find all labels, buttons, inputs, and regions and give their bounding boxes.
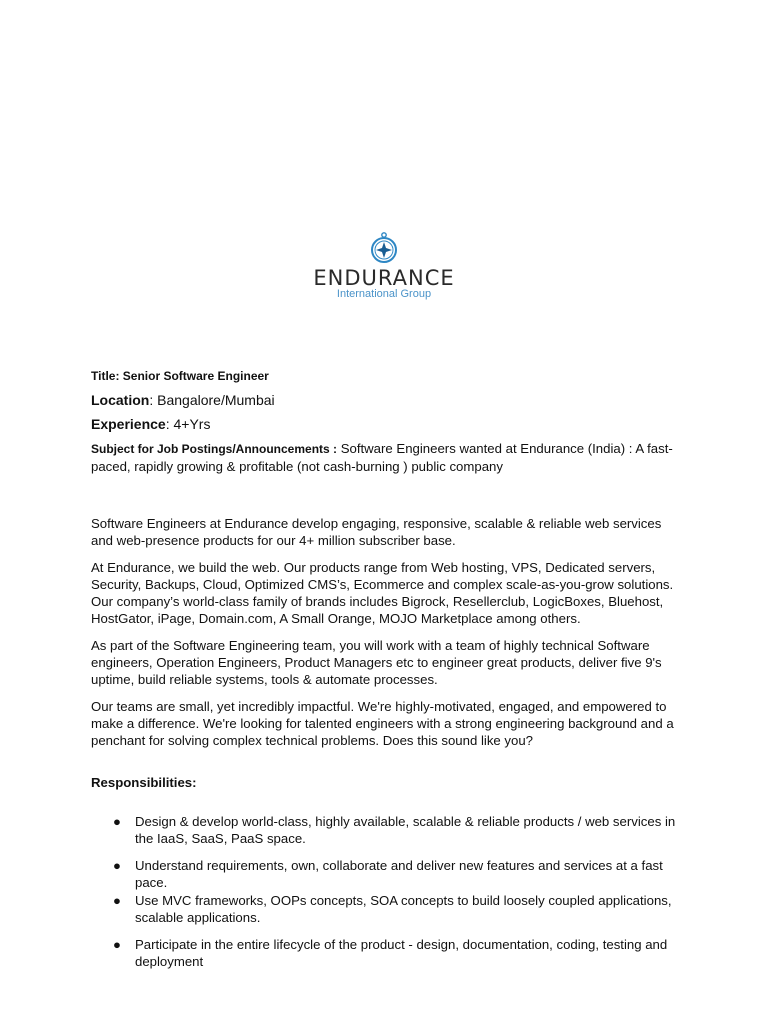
list-item — [91, 857, 676, 891]
subject-value: Software Engineers wanted at Endurance (India) : A fast-paced, rapidly growing & profitable (not cash-burning ) public company — [91, 441, 673, 474]
list-item — [91, 813, 676, 847]
experience-line — [91, 416, 676, 433]
list-item-text: Use MVC frameworks, OOPs concepts, SOA concepts to build loosely coupled applications, scalable applications. — [135, 893, 672, 925]
location-label: Location — [91, 392, 150, 408]
bullet-icon: ● — [113, 858, 121, 873]
logo-subtitle: International Group — [336, 288, 432, 300]
company-logo — [300, 232, 468, 316]
experience-label: Experience — [91, 416, 166, 432]
list-item-text: Design & develop world-class, highly available, scalable & reliable products / web services in the IaaS, SaaS, PaaS space. — [135, 814, 676, 846]
location-line — [91, 392, 676, 409]
title-label: Title: — [91, 369, 120, 383]
paragraph: As part of the Software Engineering team, you will work with a team of highly technical Software engineers, Operation Engineers, Product Managers etc to engineer great products, deliver five 9's uptime, build reliable systems, tools & automate processes. — [91, 638, 662, 687]
title-line — [91, 368, 676, 385]
bullet-icon: ● — [113, 814, 121, 829]
responsibilities-list — [91, 813, 676, 970]
job-posting — [91, 368, 676, 980]
location-value: : Bangalore/Mumbai — [149, 392, 275, 408]
bullet-icon: ● — [113, 893, 121, 908]
list-item-text: Participate in the entire lifecycle of the product - design, documentation, coding, testing and deployment — [135, 937, 668, 969]
responsibilities-heading: Responsibilities: — [91, 775, 197, 790]
subject-line — [91, 440, 676, 475]
paragraph: Our teams are small, yet incredibly impactful. We're highly-motivated, engaged, and empowered to make a difference. We're looking for talented engineers with a strong engineering background and a penchant for solving complex technical problems. Does this sound like you? — [91, 699, 674, 748]
bullet-icon: ● — [113, 937, 121, 952]
list-item — [91, 892, 676, 926]
logo-wordmark: ENDURANCE — [313, 266, 455, 290]
paragraph: At Endurance, we build the web. Our products range from Web hosting, VPS, Dedicated servers, Security, Backups, Cloud, Optimized CMS’s, Ecommerce and complex scale-as-you-grow solutions. Our company’s world-class family of brands includes Bigrock, Resellerclub, LogicBoxes, Bluehost, HostGator, iPage, Domain.com, A Small Orange, MOJO Marketplace among others. — [91, 560, 674, 626]
title-value: Senior Software Engineer — [122, 369, 269, 383]
list-item — [91, 936, 676, 970]
paragraph: Software Engineers at Endurance develop engaging, responsive, scalable & reliable web services and web-presence products for our 4+ million subscriber base. — [91, 516, 662, 548]
experience-value: : 4+Yrs — [165, 416, 211, 432]
compass-icon — [369, 232, 399, 264]
list-item-text: Understand requirements, own, collaborate and deliver new features and services at a fast pace. — [135, 858, 663, 890]
subject-label: Subject for Job Postings/Announcements : — [91, 442, 338, 456]
